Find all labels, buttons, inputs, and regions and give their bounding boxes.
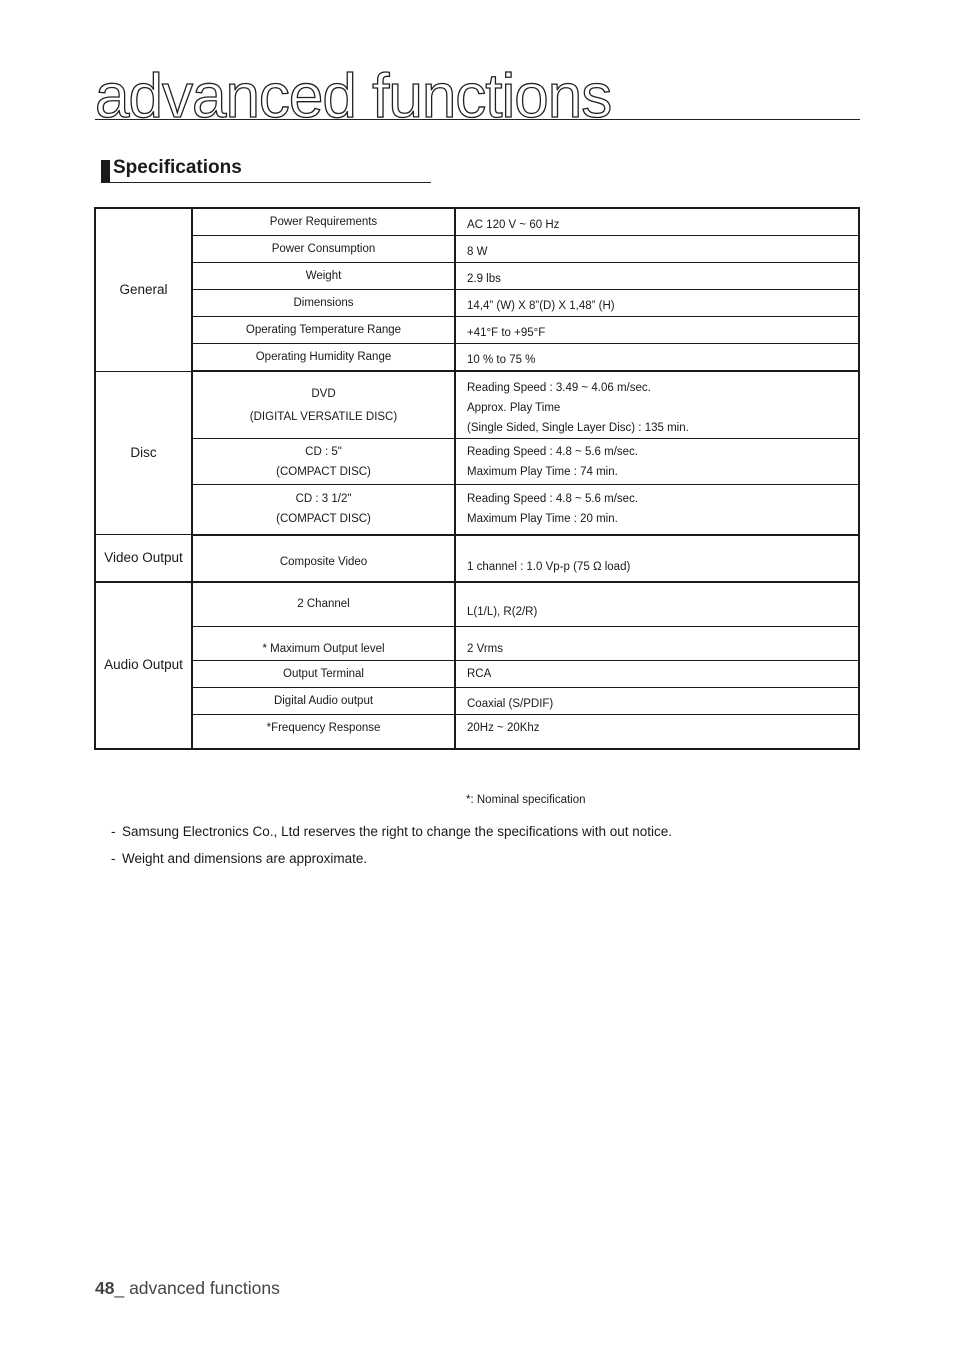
spec-value: AC 120 V ~ 60 Hz xyxy=(455,208,859,236)
spec-value xyxy=(455,439,859,485)
note-text: Samsung Electronics Co., Ltd reserves the right to change the specifications with out notice. xyxy=(122,824,673,839)
notes-list xyxy=(111,818,672,872)
category-general: General xyxy=(95,208,192,371)
spec-item: Power Consumption xyxy=(192,236,455,263)
spec-row-composite-video xyxy=(95,535,859,582)
spec-item: Dimensions xyxy=(192,290,455,317)
spec-item: 2 Channel xyxy=(192,582,455,627)
spec-value-line: (Single Sided, Single Layer Disc) : 135 min. xyxy=(467,422,689,434)
spec-row-power-requirements xyxy=(95,208,859,236)
spec-row-2-channel xyxy=(95,582,859,627)
spec-value-line: Reading Speed : 4.8 ~ 5.6 m/sec. xyxy=(467,493,639,506)
nominal-specification-note: *: Nominal specification xyxy=(466,794,586,806)
section-title-rule xyxy=(101,182,431,183)
spec-row-operating-humidity xyxy=(95,344,859,372)
spec-value: 20Hz ~ 20Khz xyxy=(455,715,859,749)
spec-row-operating-temperature xyxy=(95,317,859,344)
spec-item: Operating Temperature Range xyxy=(192,317,455,344)
note-dash: - xyxy=(111,824,116,839)
spec-value xyxy=(455,485,859,535)
spec-item xyxy=(192,371,455,439)
spec-row-dimensions xyxy=(95,290,859,317)
spec-row-frequency-response xyxy=(95,715,859,749)
spec-row-cd-3-5 xyxy=(95,485,859,535)
category-audio-output: Audio Output xyxy=(95,582,192,749)
spec-value-line: Approx. Play Time xyxy=(467,402,561,414)
spec-item: Weight xyxy=(192,263,455,290)
spec-row-cd-5 xyxy=(95,439,859,485)
spec-value: 1 channel : 1.0 Vp-p (75 Ω load) xyxy=(455,535,859,582)
spec-value: L(1/L), R(2/R) xyxy=(455,582,859,627)
specifications-table xyxy=(94,207,860,750)
spec-item xyxy=(192,485,455,535)
spec-item: Composite Video xyxy=(192,535,455,582)
spec-item: * Maximum Output level xyxy=(192,627,455,661)
note-text: Weight and dimensions are approximate. xyxy=(122,851,368,866)
spec-row-weight xyxy=(95,263,859,290)
spec-value: 2.9 lbs xyxy=(455,263,859,290)
spec-value: 8 W xyxy=(455,236,859,263)
spec-item: *Frequency Response xyxy=(192,715,455,749)
spec-value: 14,4” (W) X 8”(D) X 1,48” (H) xyxy=(455,290,859,317)
note-dash: - xyxy=(111,851,116,866)
spec-value-line: Maximum Play Time : 20 min. xyxy=(467,513,618,526)
section-title: Specifications xyxy=(113,157,242,178)
footer-label: _ advanced functions xyxy=(114,1278,280,1298)
spec-value: 2 Vrms xyxy=(455,627,859,661)
spec-item: Power Requirements xyxy=(192,208,455,236)
page-footer xyxy=(95,1278,280,1299)
spec-row-max-output-level xyxy=(95,627,859,661)
spec-value: +41°F to +95°F xyxy=(455,317,859,344)
spec-item-line: DVD xyxy=(311,387,336,400)
spec-value: 10 % to 75 % xyxy=(455,344,859,372)
spec-value: RCA xyxy=(455,661,859,688)
spec-item-line: (COMPACT DISC) xyxy=(276,465,371,478)
spec-item xyxy=(192,439,455,485)
spec-item: Output Terminal xyxy=(192,661,455,688)
spec-item: Operating Humidity Range xyxy=(192,344,455,372)
spec-item-line: (COMPACT DISC) xyxy=(276,513,371,526)
spec-row-power-consumption xyxy=(95,236,859,263)
spec-row-dvd xyxy=(95,371,859,439)
chapter-title-rule xyxy=(95,119,860,120)
chapter-title: advanced functions xyxy=(95,62,612,131)
section-marker xyxy=(101,160,110,182)
spec-value-line: Reading Speed : 4.8 ~ 5.6 m/sec. xyxy=(467,445,639,458)
category-disc: Disc xyxy=(95,371,192,535)
spec-row-digital-audio-output xyxy=(95,688,859,715)
page-number: 48 xyxy=(95,1278,115,1298)
spec-row-output-terminal xyxy=(95,661,859,688)
spec-value-line: Maximum Play Time : 74 min. xyxy=(467,465,618,478)
spec-item-line: CD : 5" xyxy=(305,445,342,458)
spec-item-line: (DIGITAL VERSATILE DISC) xyxy=(249,410,398,423)
note-item xyxy=(111,845,672,872)
note-item xyxy=(111,818,672,845)
spec-value-line: Reading Speed : 3.49 ~ 4.06 m/sec. xyxy=(467,382,651,394)
spec-value: Coaxial (S/PDIF) xyxy=(455,688,859,715)
spec-value xyxy=(455,371,859,439)
spec-item: Digital Audio output xyxy=(192,688,455,715)
spec-item-line: CD : 3 1/2" xyxy=(295,493,352,506)
category-video-output: Video Output xyxy=(95,535,192,582)
